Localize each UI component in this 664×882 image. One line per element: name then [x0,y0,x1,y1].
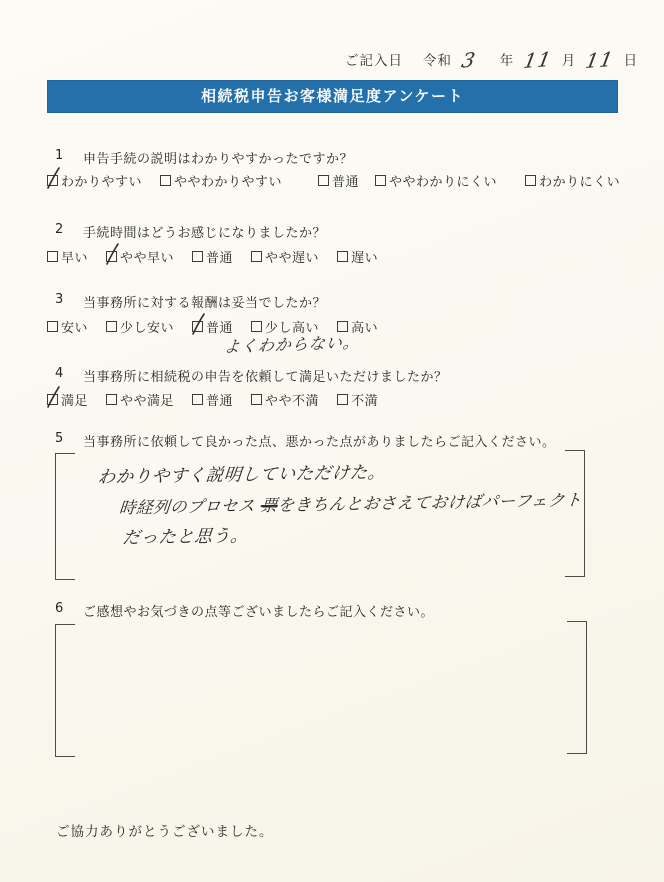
checkbox-empty [251,251,262,262]
checkbox-empty [337,251,348,262]
question-5-text: 当事務所に依頼して良かった点、悪かった点がありましたらご記入ください。 [83,435,556,450]
date-label: ご記入日 [345,53,403,69]
question-2-text: 手続時間はどうお感じになりましたか？ [83,226,327,241]
question-1-text: 申告手続の説明はわかりやすかったですか？ [83,152,354,167]
checkbox-empty [47,251,58,262]
question-4-number: 4 [55,366,64,381]
checkbox-empty [251,394,262,405]
question-5-number: 5 [55,431,64,446]
q6-answer-box-empty [55,624,587,757]
option-sukoshi-yasui: 少し安い [106,317,174,336]
question-1-options [47,171,638,190]
option-futsuu: 普通 [192,390,233,409]
survey-title: 相続税申告お客様満足度アンケート [200,87,465,105]
question-3-label [55,292,326,311]
question-6-text: ご感想やお気づきの点等ございましたらご記入ください。 [83,605,435,620]
checkbox-empty [525,175,536,186]
handwritten-year: 3 [459,47,478,73]
handwritten-check-icon [45,167,63,191]
checkbox-empty [375,175,386,186]
question-5-label [55,431,556,450]
checkbox-empty [337,394,348,405]
question-3-number: 3 [55,292,64,307]
checkbox-empty [47,321,58,332]
option-yaya-osoi: やや遅い [251,247,319,266]
checkbox-empty [160,175,171,186]
option-sukoshi-takai: 少し高い [251,317,319,336]
checkbox-checked [47,175,58,186]
answer-line-3: だったと思う。 [121,525,250,549]
option-yaya-fuman: やや不満 [251,390,319,409]
question-1-number: 1 [55,148,64,163]
checkbox-empty [251,321,262,332]
handwritten-month: 11 [521,47,555,73]
month-suffix: 月 [561,53,577,69]
thank-you-text: ご協力ありがとうございました。 [56,824,274,840]
question-6-label [55,601,434,620]
right-bracket [567,621,587,754]
handwritten-check-icon [104,243,122,267]
handwritten-note-q3: よくわからない。 [222,332,361,357]
option-wakarinikui: わかりにくい [525,171,620,190]
left-bracket [55,624,75,757]
checkbox-empty [318,175,329,186]
question-2-number: 2 [55,222,64,237]
checkbox-empty [192,394,203,405]
option-yasui: 安い [47,317,88,336]
option-yaya-manzoku: やや満足 [106,390,174,409]
option-manzoku: 満足 [47,390,88,409]
checkbox-checked [47,394,58,405]
question-1-label [55,148,353,167]
option-yaya-hayai: やや早い [106,247,174,266]
date-line [345,46,639,73]
question-6-number: 6 [55,601,64,616]
option-futsuu: 普通 [318,171,359,190]
option-yaya-wakarinikui: ややわかりにくい [375,171,497,190]
checkbox-empty [106,321,117,332]
question-4-text: 当事務所に相続税の申告を依頼して満足いただけましたか？ [83,370,448,385]
question-4-label [55,366,448,385]
survey-title-band [47,80,618,113]
checkbox-empty [106,394,117,405]
option-hayai: 早い [47,247,88,266]
handwritten-check-icon [190,313,208,337]
question-2-label [55,222,326,241]
option-futsuu: 普通 [192,317,233,336]
option-yaya-wakariyasui: ややわかりやすい [160,171,282,190]
checkbox-checked [106,251,117,262]
day-suffix: 日 [623,53,639,69]
answer-line-2: 時経列のプロセス 票をきちんとおさえておけばパーフェクト [118,490,583,518]
handwritten-check-icon [45,386,63,410]
option-wakariyasui: わかりやすい [47,171,142,190]
checkbox-checked [192,321,203,332]
option-futsuu: 普通 [192,247,233,266]
struck-out-character: 票 [259,495,279,516]
option-fuman: 不満 [337,390,378,409]
question-4-options [47,390,396,409]
era-label: 令和 [423,53,452,69]
question-3-text: 当事務所に対する報酬は妥当でしたか？ [83,296,327,311]
handwritten-day: 11 [583,47,616,73]
q5-answer-box [55,453,585,580]
year-suffix: 年 [499,53,515,69]
option-osoi: 遅い [337,247,378,266]
answer-line-1: わかりやすく説明していただけた。 [96,462,387,488]
handwritten-answer-q5 [65,455,583,556]
question-2-options [47,247,396,266]
option-takai: 高い [337,317,378,336]
checkbox-empty [192,251,203,262]
